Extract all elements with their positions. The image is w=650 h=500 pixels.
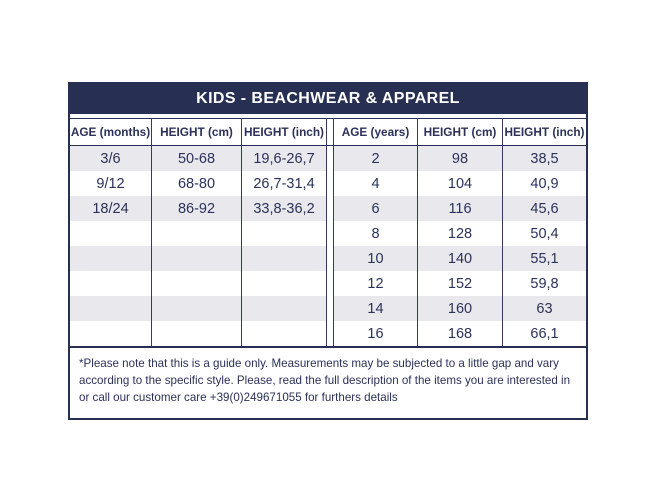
- table-cell: [242, 296, 326, 321]
- table-cell: 152: [418, 271, 503, 296]
- table-cell: 168: [418, 321, 503, 346]
- table-cell: 45,6: [503, 196, 586, 221]
- column-header-height-cm-right: HEIGHT (cm): [418, 118, 503, 146]
- column-header-height-inch-right: HEIGHT (inch): [503, 118, 586, 146]
- column-divider: [326, 296, 334, 321]
- table-cell: 68-80: [152, 171, 242, 196]
- column-divider: [326, 118, 334, 146]
- table-cell: 19,6-26,7: [242, 146, 326, 171]
- column-divider: [326, 146, 334, 171]
- table-cell: [70, 271, 152, 296]
- table-cell: 63: [503, 296, 586, 321]
- footnote-line: according to the specific style. Please, read the full description of the items you are interested in: [79, 373, 571, 387]
- table-cell: 4: [334, 171, 418, 196]
- column-header-height-inch-left: HEIGHT (inch): [242, 118, 326, 146]
- table-cell: 26,7-31,4: [242, 171, 326, 196]
- table-cell: 40,9: [503, 171, 586, 196]
- footnote-line: *Please note that this is a guide only. Measurements may be subjected to a little gap and vary: [79, 357, 559, 370]
- table-cell: 66,1: [503, 321, 586, 346]
- table-cell: 6: [334, 196, 418, 221]
- table-cell: 160: [418, 296, 503, 321]
- column-header-height-cm-left: HEIGHT (cm): [152, 118, 242, 146]
- column-divider: [326, 271, 334, 296]
- table-cell: 10: [334, 246, 418, 271]
- table-cell: [152, 246, 242, 271]
- table-cell: 50-68: [152, 146, 242, 171]
- table-cell: [70, 296, 152, 321]
- table-cell: 86-92: [152, 196, 242, 221]
- column-header-age-months: AGE (months): [70, 118, 152, 146]
- table-cell: [152, 271, 242, 296]
- table-cell: [152, 221, 242, 246]
- table-cell: 140: [418, 246, 503, 271]
- column-divider: [326, 171, 334, 196]
- table-cell: [152, 321, 242, 346]
- footnote-line: or call our customer care +39(0)249671055 for furthers details: [79, 390, 398, 404]
- column-divider: [326, 321, 334, 346]
- column-divider: [326, 246, 334, 271]
- table-cell: 50,4: [503, 221, 586, 246]
- table-cell: 128: [418, 221, 503, 246]
- table-cell: 55,1: [503, 246, 586, 271]
- table-cell: 9/12: [70, 171, 152, 196]
- table-cell: [152, 296, 242, 321]
- table-cell: 2: [334, 146, 418, 171]
- table-cell: 98: [418, 146, 503, 171]
- table-cell: 38,5: [503, 146, 586, 171]
- table-cell: 59,8: [503, 271, 586, 296]
- table-cell: [242, 271, 326, 296]
- table-title: KIDS - BEACHWEAR & APPAREL: [196, 90, 460, 107]
- table-cell: 104: [418, 171, 503, 196]
- column-header-age-years: AGE (years): [334, 118, 418, 146]
- table-cell: [70, 221, 152, 246]
- table-cell: [70, 321, 152, 346]
- size-table: [70, 118, 586, 346]
- column-divider: [326, 221, 334, 246]
- table-cell: 16: [334, 321, 418, 346]
- table-cell: 12: [334, 271, 418, 296]
- table-cell: 14: [334, 296, 418, 321]
- table-cell: [242, 221, 326, 246]
- table-cell: [70, 246, 152, 271]
- table-cell: 33,8-36,2: [242, 196, 326, 221]
- footnote-box: [70, 346, 586, 418]
- size-chart: [68, 82, 588, 420]
- table-title-bar: [70, 84, 586, 114]
- table-cell: 116: [418, 196, 503, 221]
- table-cell: 18/24: [70, 196, 152, 221]
- table-cell: 8: [334, 221, 418, 246]
- table-cell: [242, 321, 326, 346]
- column-divider: [326, 196, 334, 221]
- table-cell: [242, 246, 326, 271]
- table-cell: 3/6: [70, 146, 152, 171]
